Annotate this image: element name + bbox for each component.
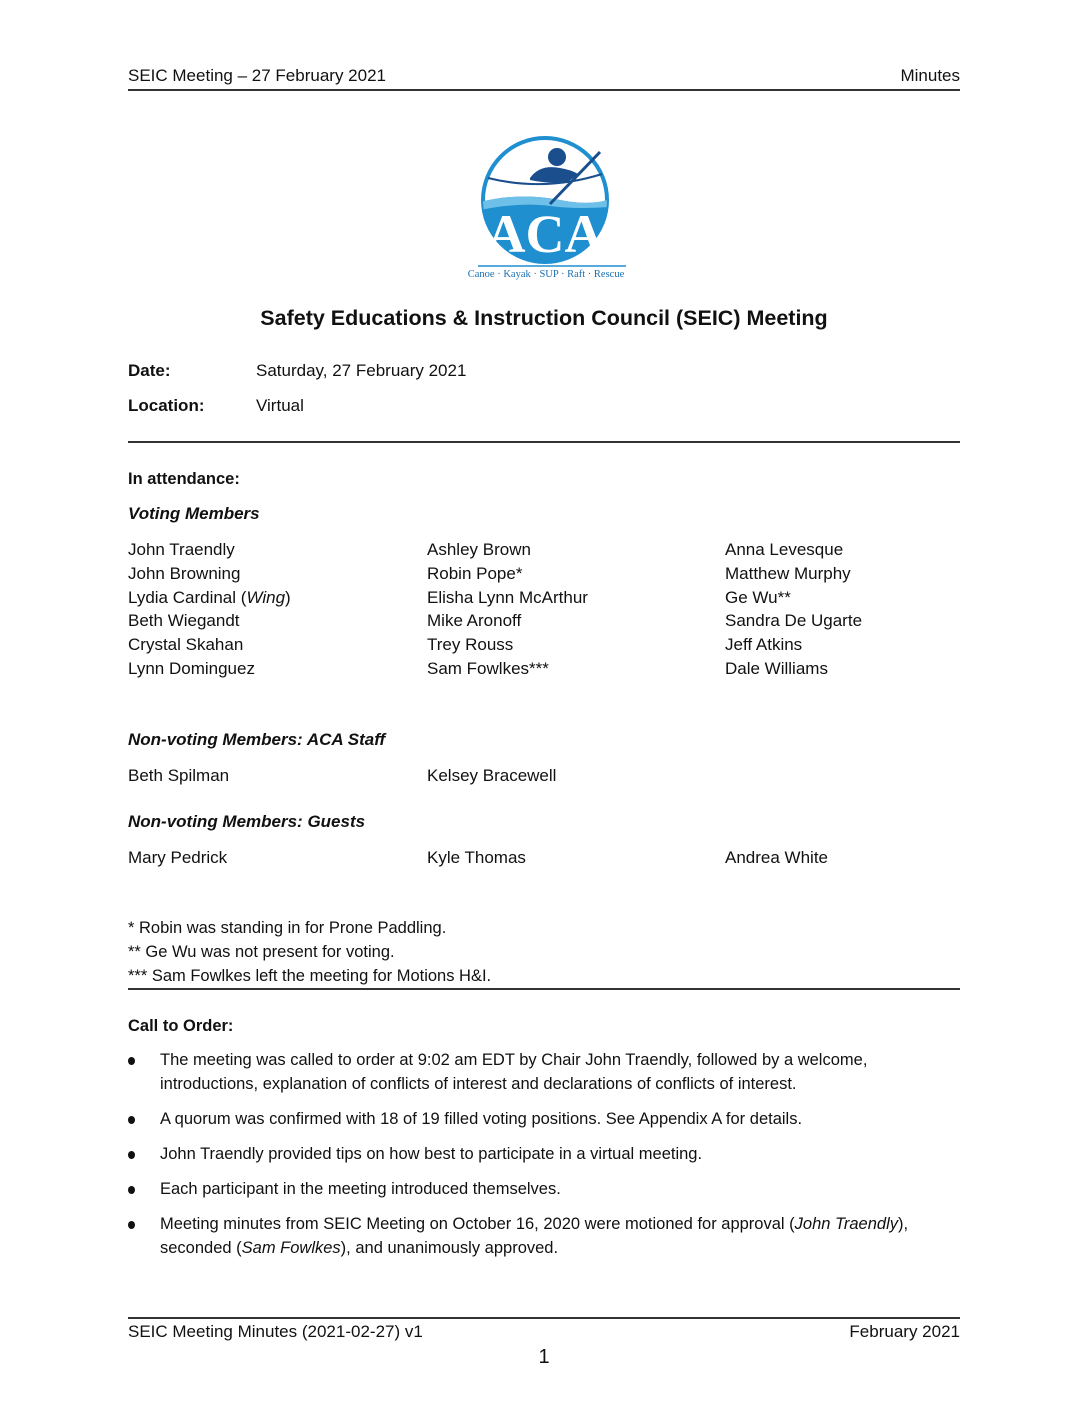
guest-column-2 — [427, 846, 526, 870]
guests-heading: Non-voting Members: Guests — [128, 812, 366, 831]
bullet-icon — [128, 1057, 135, 1065]
header-right-text: Minutes — [900, 66, 960, 85]
footnotes — [128, 916, 491, 988]
svg-text:ACA: ACA — [486, 204, 604, 264]
member-name: John Traendly — [128, 540, 235, 559]
bullet-icon — [128, 1151, 135, 1159]
bullet-icon — [128, 1186, 135, 1194]
footer-right-text: February 2021 — [849, 1322, 960, 1341]
member-name: Ashley Brown — [427, 540, 531, 559]
call-to-order-heading: Call to Order: — [128, 1017, 234, 1035]
member-name: Mary Pedrick — [128, 848, 228, 867]
member-name: Jeff Atkins — [725, 635, 803, 655]
list-item — [128, 1142, 960, 1166]
location-label: Location: — [128, 396, 205, 415]
member-name: Andrea White — [725, 848, 828, 867]
staff-column-1 — [128, 764, 229, 788]
list-item-text: A quorum was confirmed with 18 of 19 filled voting positions. See Appendix A for details. — [160, 1110, 803, 1128]
list-item — [128, 1048, 960, 1096]
member-name: Kyle Thomas — [427, 848, 526, 867]
list-item — [128, 1212, 960, 1260]
footnote: ** Ge Wu was not present for voting. — [128, 943, 395, 961]
member-name: Dale Williams — [725, 658, 828, 678]
meta-rule — [128, 441, 960, 443]
footer-left-text: SEIC Meeting Minutes (2021-02-27) v1 — [128, 1322, 423, 1341]
voting-members-heading: Voting Members — [128, 504, 260, 523]
member-name: John Browning — [128, 563, 241, 583]
page-title: Safety Educations & Instruction Council (SEIC) Meeting — [260, 306, 828, 330]
seconder-name: Sam Fowlkes — [241, 1239, 341, 1257]
guest-column-1 — [128, 846, 227, 870]
aca-logo — [460, 130, 630, 280]
list-item — [128, 1107, 960, 1131]
staff-heading: Non-voting Members: ACA Staff — [128, 730, 386, 749]
list-item-text: John Traendly provided tips on how best to participate in a virtual meeting. — [160, 1145, 703, 1163]
list-item-text: The meeting was called to order at 9:02 am EDT by Chair John Traendly, followed by a welcome, introductions, explanation of conflicts of interest and declarations of conflicts of interest. — [160, 1051, 868, 1093]
member-affiliation: Wing — [246, 587, 286, 607]
header-left-text: SEIC Meeting – 27 February 2021 — [128, 66, 386, 85]
guest-column-3 — [725, 846, 828, 870]
date-value: Saturday, 27 February 2021 — [256, 361, 467, 380]
member-name-part: Lydia Cardinal ( — [128, 587, 247, 607]
list-item — [128, 1177, 960, 1201]
member-name: Crystal Skahan — [128, 635, 244, 655]
location-value: Virtual — [256, 396, 304, 415]
bullet-icon — [128, 1116, 135, 1124]
member-name: Robin Pope* — [427, 563, 523, 583]
footnote: *** Sam Fowlkes left the meeting for Motions H&I. — [128, 967, 492, 985]
member-name: Lynn Dominguez — [128, 658, 255, 678]
member-name: Beth Wiegandt — [128, 611, 240, 631]
member-name — [128, 586, 291, 610]
member-name: Beth Spilman — [128, 766, 230, 785]
footnote: * Robin was standing in for Prone Paddling. — [128, 919, 447, 937]
attendance-heading: In attendance: — [128, 470, 240, 488]
header-rule — [128, 89, 960, 91]
list-item-text: Meeting minutes from SEIC Meeting on October 16, 2020 were motioned for approval ( — [160, 1215, 795, 1233]
member-name-part: ) — [285, 587, 291, 607]
date-label: Date: — [128, 361, 171, 380]
member-name: Kelsey Bracewell — [427, 766, 557, 785]
member-name: Matthew Murphy — [725, 563, 851, 583]
mover-name: John Traendly — [794, 1215, 898, 1233]
svg-text:Canoe · Kayak · SUP · Raft · R: Canoe · Kayak · SUP · Raft · Rescue — [467, 269, 625, 280]
member-name: Sam Fowlkes*** — [427, 658, 549, 678]
footnotes-rule — [128, 988, 960, 990]
aca-logo-icon — [460, 130, 630, 280]
member-name: Trey Rouss — [427, 635, 514, 655]
voting-column-1 — [128, 538, 291, 681]
bullet-icon — [128, 1221, 135, 1229]
list-item-text: Each participant in the meeting introduced themselves. — [160, 1180, 561, 1198]
list-item-text: ), and unanimously approved. — [340, 1239, 559, 1257]
member-name: Mike Aronoff — [427, 611, 522, 631]
member-name: Ge Wu** — [725, 587, 791, 607]
footer-rule — [128, 1317, 960, 1319]
page-header — [128, 66, 960, 90]
page-number: 1 — [538, 1346, 550, 1368]
member-name: Elisha Lynn McArthur — [427, 587, 588, 607]
staff-column-2 — [427, 764, 556, 788]
call-to-order-list — [128, 1048, 960, 1271]
voting-column-3 — [725, 538, 862, 681]
list-item-text: ), seconded ( — [160, 1215, 909, 1257]
member-name: Anna Levesque — [725, 540, 844, 559]
member-name: Sandra De Ugarte — [725, 611, 863, 631]
voting-column-2 — [427, 538, 588, 681]
